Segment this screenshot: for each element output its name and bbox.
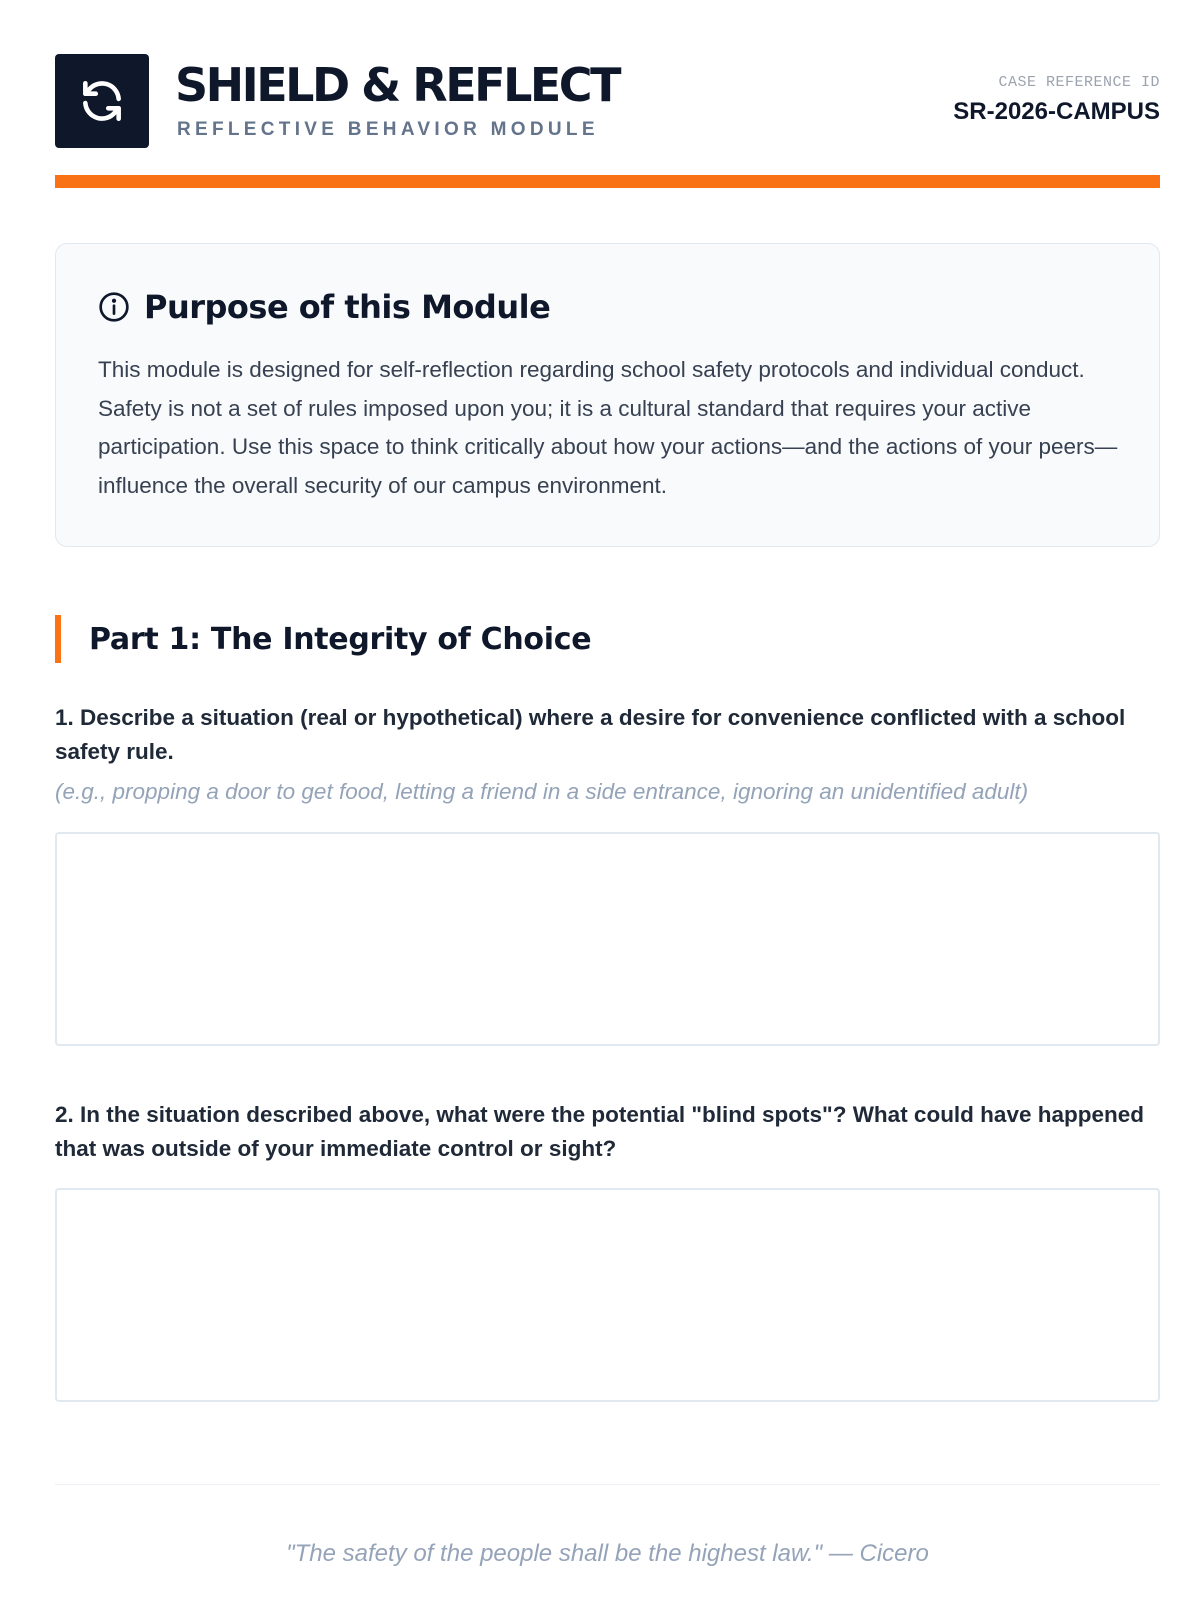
section-accent-bar xyxy=(55,615,61,663)
module-subtitle: REFLECTIVE BEHAVIOR MODULE xyxy=(177,119,599,140)
purpose-heading xyxy=(98,288,550,326)
question-1-answer-field[interactable] xyxy=(55,832,1160,1046)
part1-title: Part 1: The Integrity of Choice xyxy=(89,621,592,657)
question-2-answer-field[interactable] xyxy=(55,1188,1160,1402)
logo xyxy=(55,54,149,148)
case-reference-id: SR-2026-CAMPUS xyxy=(953,98,1160,125)
question-2-label: 2. In the situation described above, what were the potential "blind spots"? What could have happened that was outside of your immediate control or sight? xyxy=(55,1102,1144,1161)
question-1-label: 1. Describe a situation (real or hypothetical) where a desire for convenience conflicted with a school safety rule. xyxy=(55,705,1126,764)
part1-heading xyxy=(55,615,591,663)
purpose-description: This module is designed for self-reflection regarding school safety protocols and individual conduct. Safety is not a set of rules imposed upon you; it is a cultural standard that requires your active participation. Use this space to think critically about how your actions—and the actions of your peers—influence the overall security of our campus environment. xyxy=(98,357,1118,498)
header-accent-divider xyxy=(55,175,1160,188)
info-circle-icon xyxy=(98,291,130,323)
module-title: SHIELD & REFLECT xyxy=(175,58,619,112)
case-reference-label: CASE REFERENCE ID xyxy=(998,74,1160,91)
purpose-card xyxy=(55,243,1160,547)
purpose-title: Purpose of this Module xyxy=(144,288,551,326)
footer-divider xyxy=(55,1484,1160,1485)
footer-quote: "The safety of the people shall be the highest law." — Cicero xyxy=(286,1540,929,1567)
refresh-cycle-icon xyxy=(77,76,127,126)
module-header xyxy=(55,54,1160,150)
worksheet-page xyxy=(55,0,1160,1600)
question-1-hint: (e.g., propping a door to get food, letting a friend in a side entrance, ignoring an unidentified adult) xyxy=(55,779,1029,804)
